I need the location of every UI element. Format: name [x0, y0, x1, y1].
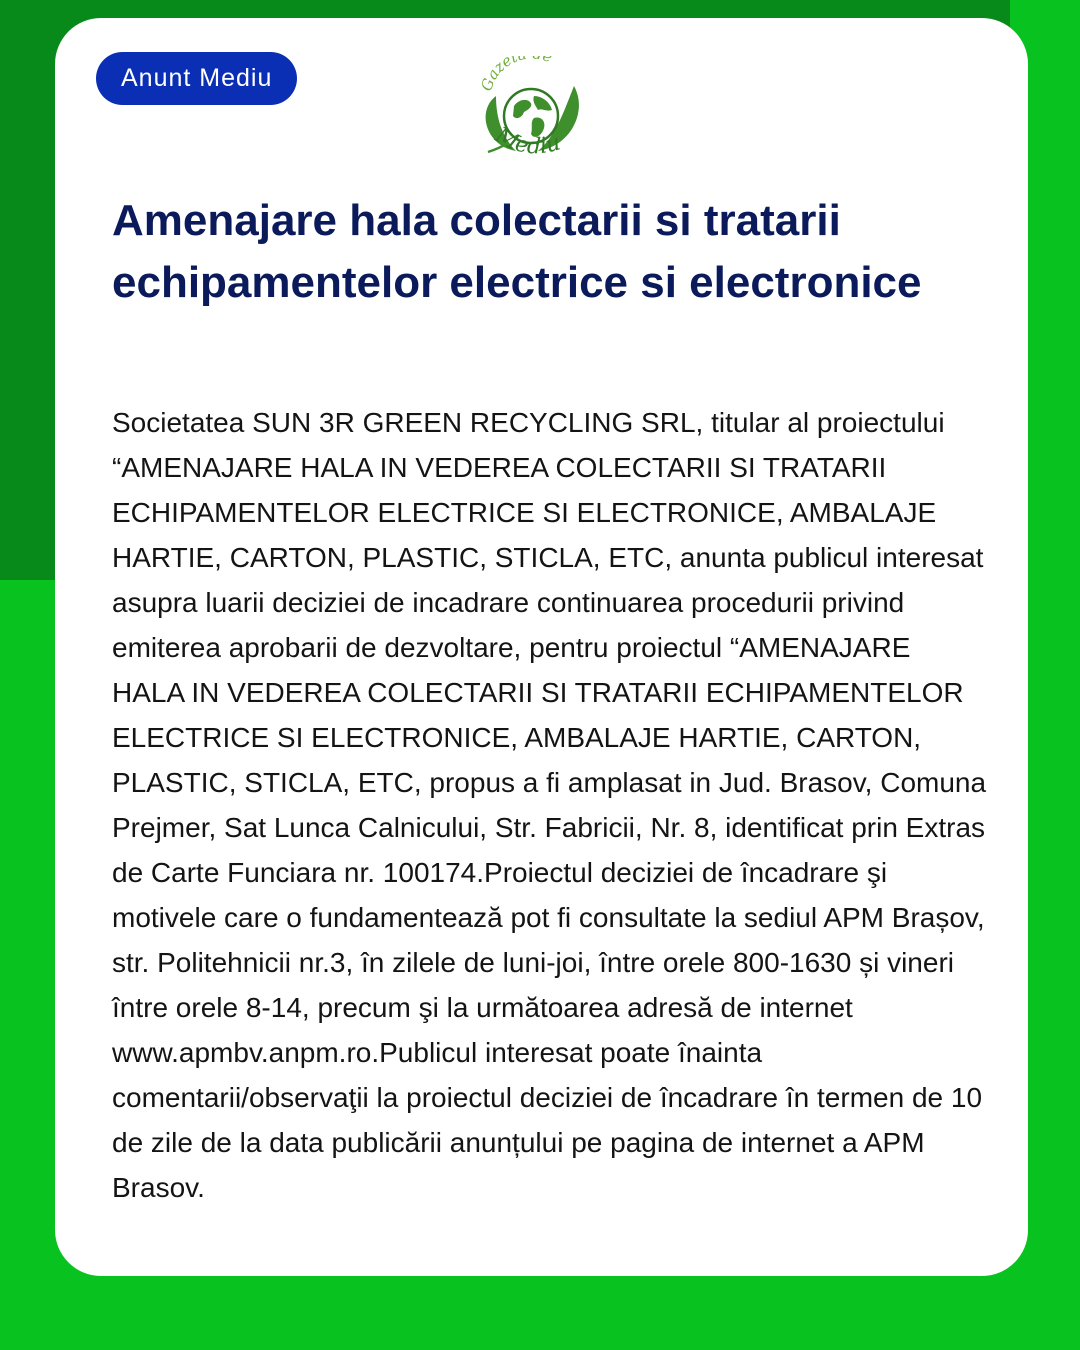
logo-top-text: Gazet e — [477, 56, 555, 94]
logo-bottom-text: Mediu — [491, 122, 564, 160]
article-body: Societatea SUN 3R GREEN RECYCLING SRL, titular al proiectului “AMENAJARE HALA IN VEDEREA COLECTARII SI TRATARII ECHIPAMENTELOR ELECTRICE SI ELECTRONICE, AMBALAJE HARTIE, CARTON, PLASTIC, STICLA, ETC, anunta publicul interesat asupra luarii deciziei de incadrare continuarea procedurii privind emiterea aprobarii de dezvoltare, pentru proiectul “AMENAJARE HALA IN VEDEREA COLECTARII SI TRATARII ECHIPAMENTELOR ELECTRICE SI ELECTRONICE, AMBALAJE HARTIE, CARTON, PLASTIC, STICLA, ETC, propus a fi amplasat in Jud. Brasov, Comuna Prejmer, Sat Lunca Calnicului, Str. Fabricii, Nr. 8, identificat prin Extras de Carte Funciara nr. 100174.Proiectul deciziei de încadrare şi motivele care o fundamentează pot fi consultate la sediul APM Brașov, str. Politehnicii nr.3, în zilele de luni-joi, între orele 800-1630 și vineri între orele 8-14, precum şi la următoarea adresă de internet www.apmbv.anpm.ro.Publicul interesat poate înainta comentarii/observaţii la proiectul deciziei de încadrare în termen de 10 de zile de la data publicării anunțului pe pagina de internet a APM Brasov. — [112, 407, 987, 1203]
svg-text:Gazeta de — [477, 56, 555, 93]
article-title: Amenajare hala colectarii si tratarii echipamentelor electrice si electronice — [112, 196, 922, 307]
category-badge: Anunt Mediu — [96, 52, 297, 105]
globe-leaf-icon — [476, 56, 586, 171]
announcement-card — [55, 18, 1028, 1276]
gazeta-de-mediu-logo — [476, 56, 586, 171]
